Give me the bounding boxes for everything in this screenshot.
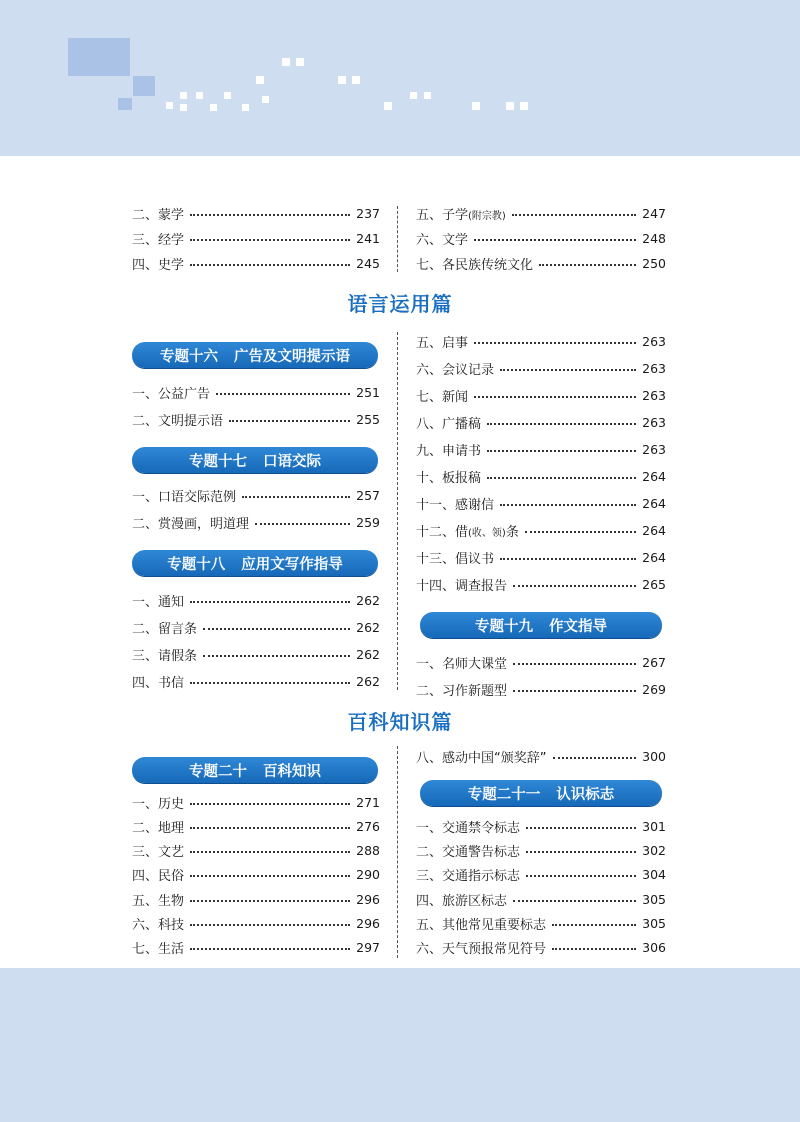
entry-title: 留言条 bbox=[158, 621, 198, 637]
entry-number: 二、 bbox=[416, 844, 443, 860]
section-title-language: 语言运用篇 bbox=[347, 292, 453, 316]
entry-title: 交通警告标志 bbox=[442, 844, 521, 860]
topic-title: 广告及文明提示语 bbox=[234, 348, 350, 365]
entry-page: 305 bbox=[642, 891, 666, 907]
toc-entry[interactable] bbox=[132, 381, 380, 403]
toc-entry[interactable] bbox=[416, 839, 666, 861]
entry-number: 一、 bbox=[132, 489, 159, 505]
toc-entry[interactable] bbox=[132, 791, 380, 813]
entry-number: 二、 bbox=[132, 820, 159, 836]
entry-title: 感谢信 bbox=[455, 497, 495, 513]
entry-page: 269 bbox=[642, 681, 666, 697]
entry-number: 十三、 bbox=[416, 551, 456, 567]
leader-dots bbox=[190, 900, 350, 902]
entry-number: 一、 bbox=[132, 594, 159, 610]
leader-dots bbox=[190, 803, 350, 805]
entry-number: 一、 bbox=[132, 796, 159, 812]
entry-number: 十、 bbox=[416, 470, 443, 486]
entry-page: 304 bbox=[642, 866, 666, 882]
header-band bbox=[0, 0, 800, 156]
entry-page: 296 bbox=[356, 915, 380, 931]
toc-entry[interactable] bbox=[416, 465, 666, 487]
leader-dots bbox=[203, 628, 350, 630]
toc-entry[interactable] bbox=[416, 678, 666, 700]
toc-entry[interactable] bbox=[416, 651, 666, 673]
toc-entry[interactable] bbox=[132, 839, 380, 861]
entry-title: 旅游区标志 bbox=[442, 893, 508, 909]
entry-title bbox=[455, 521, 519, 540]
entry-title: 文明提示语 bbox=[158, 413, 224, 429]
entry-page: 257 bbox=[356, 487, 380, 503]
leader-dots bbox=[190, 601, 350, 603]
entry-number: 八、 bbox=[416, 750, 443, 766]
entry-page: 276 bbox=[356, 818, 380, 834]
entry-title: 通知 bbox=[158, 594, 185, 610]
toc-entry[interactable] bbox=[416, 384, 666, 406]
entry-title: 启事 bbox=[442, 335, 469, 351]
toc-entry[interactable] bbox=[416, 227, 666, 249]
toc-entry[interactable] bbox=[132, 888, 380, 910]
entry-title: 书信 bbox=[158, 675, 185, 691]
topic-title: 百科知识 bbox=[263, 763, 321, 780]
entry-page: 301 bbox=[642, 818, 666, 834]
entry-page: 265 bbox=[642, 576, 666, 592]
leader-dots bbox=[487, 423, 636, 425]
toc-entry[interactable] bbox=[132, 863, 380, 885]
leader-dots bbox=[216, 393, 350, 395]
entry-number: 五、 bbox=[132, 893, 159, 909]
decor-square bbox=[224, 92, 231, 99]
leader-dots bbox=[526, 875, 636, 877]
entry-number: 十一、 bbox=[416, 497, 456, 513]
entry-page: 237 bbox=[356, 205, 380, 221]
entry-page: 264 bbox=[642, 522, 666, 538]
topic-number: 专题十九 bbox=[475, 618, 533, 635]
entry-title: 各民族传统文化 bbox=[442, 257, 534, 273]
leader-dots bbox=[525, 531, 636, 533]
decor-square bbox=[242, 104, 249, 111]
entry-number: 四、 bbox=[132, 257, 159, 273]
decor-square bbox=[166, 102, 173, 109]
toc-entry[interactable] bbox=[416, 202, 666, 224]
leader-dots bbox=[487, 450, 636, 452]
leader-dots bbox=[190, 851, 350, 853]
entry-page: 262 bbox=[356, 673, 380, 689]
entry-number: 三、 bbox=[132, 648, 159, 664]
entry-title-text: 借 bbox=[455, 524, 469, 540]
entry-number: 四、 bbox=[416, 893, 443, 909]
entry-number: 九、 bbox=[416, 443, 443, 459]
entry-page: 262 bbox=[356, 619, 380, 635]
entry-number: 六、 bbox=[416, 232, 443, 248]
leader-dots bbox=[190, 827, 350, 829]
entry-page: 264 bbox=[642, 549, 666, 565]
decor-square bbox=[338, 76, 346, 84]
leader-dots bbox=[190, 875, 350, 877]
entry-page: 302 bbox=[642, 842, 666, 858]
entry-number: 二、 bbox=[416, 683, 443, 699]
entry-title: 赏漫画，明道理 bbox=[158, 516, 250, 532]
toc-entry[interactable] bbox=[132, 936, 380, 958]
entry-page: 267 bbox=[642, 654, 666, 670]
leader-dots bbox=[513, 690, 636, 692]
topic-18-header[interactable] bbox=[132, 550, 378, 576]
leader-dots bbox=[190, 682, 350, 684]
entry-number: 二、 bbox=[132, 207, 159, 223]
toc-entry[interactable] bbox=[132, 202, 380, 224]
toc-entry[interactable] bbox=[416, 438, 666, 460]
entry-number: 六、 bbox=[132, 917, 159, 933]
entry-title: 口语交际范例 bbox=[158, 489, 237, 505]
entry-page: 300 bbox=[642, 748, 666, 764]
toc-entry[interactable] bbox=[416, 863, 666, 885]
entry-title: 倡议书 bbox=[455, 551, 495, 567]
entry-page: 290 bbox=[356, 866, 380, 882]
leader-dots bbox=[512, 214, 636, 216]
entry-title: 感动中国“颁奖辞” bbox=[442, 750, 547, 766]
leader-dots bbox=[474, 396, 636, 398]
entry-page: 250 bbox=[642, 255, 666, 271]
entry-title: 生物 bbox=[158, 893, 185, 909]
toc-entry[interactable] bbox=[132, 484, 380, 506]
entry-number: 五、 bbox=[416, 917, 443, 933]
toc-entry[interactable] bbox=[416, 936, 666, 958]
entry-title: 蒙学 bbox=[158, 207, 185, 223]
topic-title: 作文指导 bbox=[549, 618, 607, 635]
column-divider bbox=[397, 332, 398, 690]
entry-number: 二、 bbox=[132, 413, 159, 429]
entry-title: 历史 bbox=[158, 796, 185, 812]
leader-dots bbox=[552, 948, 636, 950]
topic-17-header[interactable] bbox=[132, 447, 378, 473]
leader-dots bbox=[255, 523, 350, 525]
entry-number: 一、 bbox=[132, 386, 159, 402]
entry-title: 文学 bbox=[442, 232, 469, 248]
entry-page: 263 bbox=[642, 333, 666, 349]
toc-entry[interactable] bbox=[132, 511, 380, 533]
decor-square bbox=[118, 98, 132, 110]
leader-dots bbox=[190, 948, 350, 950]
decor-square bbox=[472, 102, 480, 110]
leader-dots bbox=[513, 663, 636, 665]
topic-16-header[interactable] bbox=[132, 342, 378, 368]
leader-dots bbox=[474, 342, 636, 344]
decor-square bbox=[196, 92, 203, 99]
entry-number: 一、 bbox=[416, 656, 443, 672]
entry-number: 三、 bbox=[416, 868, 443, 884]
entry-page: 241 bbox=[356, 230, 380, 246]
leader-dots bbox=[487, 477, 636, 479]
topic-number: 专题十六 bbox=[160, 348, 218, 365]
entry-page: 262 bbox=[356, 592, 380, 608]
leader-dots bbox=[553, 757, 637, 759]
decor-square bbox=[520, 102, 528, 110]
toc-entry[interactable] bbox=[416, 252, 666, 274]
entry-number: 二、 bbox=[132, 516, 159, 532]
decor-square bbox=[410, 92, 417, 99]
entry-title: 其他常见重要标志 bbox=[442, 917, 547, 933]
toc-entry[interactable] bbox=[416, 492, 666, 514]
entry-number: 三、 bbox=[132, 844, 159, 860]
entry-title: 广播稿 bbox=[442, 416, 482, 432]
toc-entry[interactable] bbox=[416, 912, 666, 934]
decor-square bbox=[296, 58, 304, 66]
entry-page: 297 bbox=[356, 939, 380, 955]
entry-page: 271 bbox=[356, 794, 380, 810]
entry-title: 地理 bbox=[158, 820, 185, 836]
entry-page: 306 bbox=[642, 939, 666, 955]
entry-page: 259 bbox=[356, 514, 380, 530]
topic-number: 专题十七 bbox=[189, 453, 247, 470]
entry-number: 五、 bbox=[416, 335, 443, 351]
leader-dots bbox=[242, 496, 350, 498]
entry-number: 二、 bbox=[132, 621, 159, 637]
toc-entry[interactable] bbox=[132, 912, 380, 934]
entry-number: 八、 bbox=[416, 416, 443, 432]
entry-title: 公益广告 bbox=[158, 386, 211, 402]
leader-dots bbox=[190, 264, 350, 266]
leader-dots bbox=[203, 655, 350, 657]
entry-title: 经学 bbox=[158, 232, 185, 248]
decor-square bbox=[262, 96, 269, 103]
entry-number: 十二、 bbox=[416, 524, 456, 540]
leader-dots bbox=[474, 239, 636, 241]
topic-number: 专题二十一 bbox=[467, 786, 541, 803]
entry-number: 四、 bbox=[132, 675, 159, 691]
entry-title: 习作新题型 bbox=[442, 683, 508, 699]
entry-page: 263 bbox=[642, 360, 666, 376]
entry-page: 264 bbox=[642, 468, 666, 484]
entry-title: 科技 bbox=[158, 917, 185, 933]
topic-title: 口语交际 bbox=[263, 453, 321, 470]
leader-dots bbox=[513, 585, 636, 587]
entry-title: 会议记录 bbox=[442, 362, 495, 378]
toc-entry[interactable] bbox=[132, 670, 380, 692]
leader-dots bbox=[190, 924, 350, 926]
leader-dots bbox=[500, 369, 636, 371]
topic-20-header[interactable] bbox=[132, 757, 378, 783]
entry-title-text: 子学 bbox=[442, 207, 469, 223]
topic-number: 专题二十 bbox=[189, 763, 247, 780]
leader-dots bbox=[526, 851, 636, 853]
topic-title: 认识标志 bbox=[556, 786, 615, 803]
entry-number: 七、 bbox=[416, 389, 443, 405]
entry-number: 一、 bbox=[416, 820, 443, 836]
leader-dots bbox=[500, 558, 636, 560]
entry-page: 245 bbox=[356, 255, 380, 271]
entry-title: 申请书 bbox=[442, 443, 482, 459]
entry-page: 264 bbox=[642, 495, 666, 511]
decor-square bbox=[256, 76, 264, 84]
decor-square bbox=[506, 102, 514, 110]
leader-dots bbox=[190, 239, 350, 241]
decor-square bbox=[210, 104, 217, 111]
toc-entry[interactable] bbox=[416, 357, 666, 379]
entry-page: 263 bbox=[642, 387, 666, 403]
toc-entry[interactable] bbox=[416, 745, 666, 767]
leader-dots bbox=[552, 924, 636, 926]
entry-title: 史学 bbox=[158, 257, 185, 273]
leader-dots bbox=[513, 900, 636, 902]
toc-entry[interactable] bbox=[416, 411, 666, 433]
decor-square bbox=[180, 104, 187, 111]
entry-title: 新闻 bbox=[442, 389, 469, 405]
toc-entry[interactable] bbox=[416, 815, 666, 837]
entry-title: 交通指示标志 bbox=[442, 868, 521, 884]
column-divider bbox=[397, 746, 398, 958]
decor-square bbox=[282, 58, 290, 66]
entry-title: 生活 bbox=[158, 941, 185, 957]
toc-entry[interactable] bbox=[416, 519, 666, 541]
decor-square bbox=[133, 76, 155, 96]
entry-title: 天气预报常见符号 bbox=[442, 941, 547, 957]
entry-title: 调查报告 bbox=[455, 578, 508, 594]
leader-dots bbox=[539, 264, 636, 266]
entry-number: 三、 bbox=[132, 232, 159, 248]
footer-band bbox=[0, 968, 800, 1122]
decor-square bbox=[424, 92, 431, 99]
toc-entry[interactable] bbox=[132, 408, 380, 430]
entry-title: 民俗 bbox=[158, 868, 185, 884]
toc-entry[interactable] bbox=[132, 252, 380, 274]
leader-dots bbox=[229, 420, 350, 422]
entry-title: 请假条 bbox=[158, 648, 198, 664]
entry-page: 247 bbox=[642, 205, 666, 221]
entry-title bbox=[442, 204, 506, 223]
entry-title: 板报稿 bbox=[442, 470, 482, 486]
entry-page: 296 bbox=[356, 891, 380, 907]
topic-title: 应用文写作指导 bbox=[241, 556, 343, 573]
entry-page: 263 bbox=[642, 441, 666, 457]
toc-entry[interactable] bbox=[132, 227, 380, 249]
topic-21-header[interactable] bbox=[420, 780, 662, 806]
entry-title: 交通禁令标志 bbox=[442, 820, 521, 836]
toc-entry[interactable] bbox=[132, 643, 380, 665]
entry-page: 255 bbox=[356, 411, 380, 427]
entry-title-note: (附宗教) bbox=[468, 210, 506, 222]
leader-dots bbox=[190, 214, 350, 216]
toc-entry[interactable] bbox=[416, 546, 666, 568]
entry-number: 七、 bbox=[416, 257, 443, 273]
toc-entry[interactable] bbox=[132, 815, 380, 837]
entry-title-note: (收、领) bbox=[468, 527, 506, 539]
leader-dots bbox=[526, 827, 636, 829]
decor-square bbox=[384, 102, 392, 110]
column-divider bbox=[397, 206, 398, 272]
entry-page: 288 bbox=[356, 842, 380, 858]
entry-title-text-end: 条 bbox=[505, 524, 519, 540]
entry-page: 262 bbox=[356, 646, 380, 662]
topic-number: 专题十八 bbox=[167, 556, 226, 573]
entry-title: 名师大课堂 bbox=[442, 656, 508, 672]
toc-entry[interactable] bbox=[132, 589, 380, 611]
entry-number: 五、 bbox=[416, 207, 443, 223]
entry-title: 文艺 bbox=[158, 844, 185, 860]
entry-number: 六、 bbox=[416, 941, 443, 957]
toc-entry[interactable] bbox=[416, 330, 666, 352]
toc-entry[interactable] bbox=[416, 573, 666, 595]
entry-number: 四、 bbox=[132, 868, 159, 884]
entry-page: 263 bbox=[642, 414, 666, 430]
entry-page: 248 bbox=[642, 230, 666, 246]
entry-number: 十四、 bbox=[416, 578, 456, 594]
decor-square bbox=[352, 76, 360, 84]
topic-19-header[interactable] bbox=[420, 612, 662, 638]
decor-square bbox=[180, 92, 187, 99]
toc-entry[interactable] bbox=[132, 616, 380, 638]
section-title-encyclopedia: 百科知识篇 bbox=[347, 710, 453, 734]
decor-square bbox=[68, 38, 130, 76]
entry-page: 251 bbox=[356, 384, 380, 400]
toc-entry[interactable] bbox=[416, 888, 666, 910]
leader-dots bbox=[500, 504, 636, 506]
entry-number: 七、 bbox=[132, 941, 159, 957]
entry-number: 六、 bbox=[416, 362, 443, 378]
entry-page: 305 bbox=[642, 915, 666, 931]
